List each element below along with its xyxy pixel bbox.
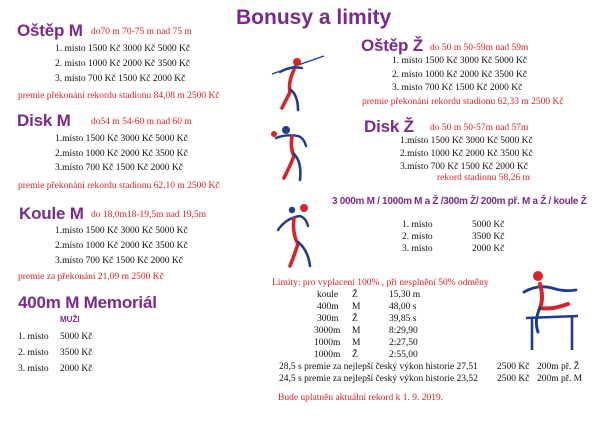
- limit-row-1-event: koule: [317, 290, 339, 300]
- disk-z-row-3: 3.místo 700 Kč 1500 Kč 2000 Kč: [400, 162, 528, 172]
- limit-row-6-sex: Ž: [352, 350, 358, 360]
- limit-row-6-value: 2:55,00: [389, 350, 418, 360]
- discus-thrower-icon: [264, 122, 328, 186]
- memorial-row-2-amount: 3500 Kč: [60, 348, 93, 358]
- memorial-heading: 400m M Memoriál: [18, 293, 157, 312]
- premie-row-2-text: 24,5 s premie za nejlepší český výkon historie 23,52: [279, 374, 478, 384]
- limit-row-3-event: 300m: [317, 314, 339, 324]
- disk-m-record: premie překonání rekordu stadionu 62,10 m 2500 Kč: [18, 181, 220, 191]
- ostep-m-limits: do70 m 70-75 m nad 75 m: [91, 27, 192, 37]
- koule-m-heading: Koule M: [19, 204, 84, 223]
- ostep-m-record: premie překonání rekordu stadionu 84,08 m 2500 Kč: [18, 91, 220, 101]
- page-title: Bonusy a limity: [236, 6, 392, 29]
- disk-m-row-2: 2.místo 1000 Kč 2000 Kč 3500 Kč: [55, 149, 188, 159]
- ostep-z-heading: Oštěp Ž: [361, 36, 423, 55]
- koule-m-record: premie za překonání 21,09 m 2500 Kč: [18, 272, 164, 282]
- ostep-m-row-1: 1. místo 1500 Kč 3000 Kč 5000 Kč: [55, 44, 191, 54]
- limit-row-5-event: 1000m: [314, 338, 341, 348]
- koule-m-row-1: 1.místo 1500 Kč 3000 Kč 5000 Kč: [55, 226, 188, 236]
- memorial-row-1-amount: 5000 Kč: [60, 332, 93, 342]
- disk-z-row-1: 1.místo 1500 Kč 3000 Kč 5000 Kč: [400, 136, 533, 146]
- memorial-sub: MUŽI: [60, 315, 80, 324]
- koule-m-row-2: 2.místo 1000 Kč 2000 Kč 3500 Kč: [55, 241, 188, 251]
- limits-footer: Bude uplatněn aktuální rekord k 1. 9. 2019.: [278, 393, 444, 403]
- limit-row-2-sex: M: [352, 302, 361, 312]
- limit-row-2-value: 48,00 s: [389, 302, 417, 312]
- ostep-z-record: premie překonání rekordu stadionu 62,33 m 2500 Kč: [362, 97, 564, 107]
- disk-z-record: rekord stadionu 58,26 m: [437, 173, 530, 183]
- limit-row-2-event: 400m: [317, 302, 339, 312]
- shot-putter-icon: [264, 200, 328, 270]
- disk-m-row-1: 1.místo 1500 Kč 3000 Kč 5000 Kč: [55, 134, 188, 144]
- relay-row-3-place: 3. místo: [402, 244, 433, 254]
- memorial-row-3-amount: 2000 Kč: [60, 364, 93, 374]
- relay-heading: 3 000m M / 1000m M a Ž /300m Ž/ 200m př. M a Ž / koule Ž: [332, 196, 587, 207]
- limit-row-4-value: 8:29,90: [389, 326, 418, 336]
- ostep-z-row-1: 1. místo 1500 Kč 3000 Kč 5000 Kč: [392, 56, 528, 66]
- hurdler-icon: [518, 268, 582, 354]
- limit-row-4-sex: M: [352, 326, 361, 336]
- ostep-z-row-2: 2. místo 1000 Kč 2000 Kč 3500 Kč: [392, 70, 528, 80]
- premie-row-1-event: 200m př. Ž: [537, 362, 580, 372]
- disk-z-row-2: 2.místo 1000 Kč 2000 Kč 3500 Kč: [400, 149, 533, 159]
- disk-m-heading: Disk M: [17, 111, 71, 130]
- koule-m-row-3: 3.místo 700 Kč 1500 Kč 2000 Kč: [55, 256, 183, 266]
- javelin-thrower-icon: [264, 52, 328, 116]
- ostep-m-heading: Oštěp M: [17, 21, 83, 40]
- premie-row-1-amount: 2500 Kč: [497, 362, 530, 372]
- limit-row-3-sex: Ž: [352, 314, 358, 324]
- limit-row-1-sex: Ž: [352, 290, 358, 300]
- koule-m-limits: do 18,0m18-19,5m nad 19,5m: [91, 210, 207, 220]
- memorial-row-2-place: 2. místo: [18, 348, 49, 358]
- memorial-row-1-place: 1. místo: [18, 332, 49, 342]
- disk-z-heading: Disk Ž: [364, 117, 414, 136]
- disk-m-limits: do54 m 54-60 m nad 60 m: [91, 117, 192, 127]
- disk-z-limits: do 50 m 50-57m nad 57m: [430, 123, 529, 133]
- premie-row-1-text: 28,5 s premie za nejlepší český výkon historie 27,51: [279, 362, 478, 372]
- ostep-m-row-3: 3. místo 700 Kč 1500 Kč 2000 Kč: [55, 74, 186, 84]
- limit-row-3-value: 39,85 s: [389, 314, 417, 324]
- relay-row-2-amount: 3500 Kč: [472, 232, 505, 242]
- limit-row-6-event: 1000m: [314, 350, 341, 360]
- limit-row-1-value: 15,30 m: [389, 290, 421, 300]
- ostep-z-limits: do 50 m 50-59m nad 59m: [430, 43, 529, 53]
- ostep-z-row-3: 3. místo 700 Kč 1500 Kč 2000 Kč: [392, 83, 523, 93]
- limit-row-4-event: 3000m: [314, 326, 341, 336]
- limit-row-5-value: 2:27,50: [389, 338, 418, 348]
- relay-row-3-amount: 2000 Kč: [472, 244, 505, 254]
- relay-row-1-place: 1. místo: [402, 220, 433, 230]
- memorial-row-3-place: 3. místo: [18, 364, 49, 374]
- premie-row-2-amount: 2500 Kč: [497, 374, 530, 384]
- premie-row-2-event: 200m př. M: [537, 374, 583, 384]
- limit-row-5-sex: M: [352, 338, 361, 348]
- disk-m-row-3: 3.místo 700 Kč 1500 Kč 2000 Kč: [55, 163, 183, 173]
- limits-heading: Limity: pro vyplacení 100% , při nesplnění 50% odměny: [272, 278, 489, 288]
- ostep-m-row-2: 2. místo 1000 Kč 2000 Kč 3500 Kč: [55, 59, 191, 69]
- relay-row-2-place: 2. místo: [402, 232, 433, 242]
- relay-row-1-amount: 5000 Kč: [472, 220, 505, 230]
